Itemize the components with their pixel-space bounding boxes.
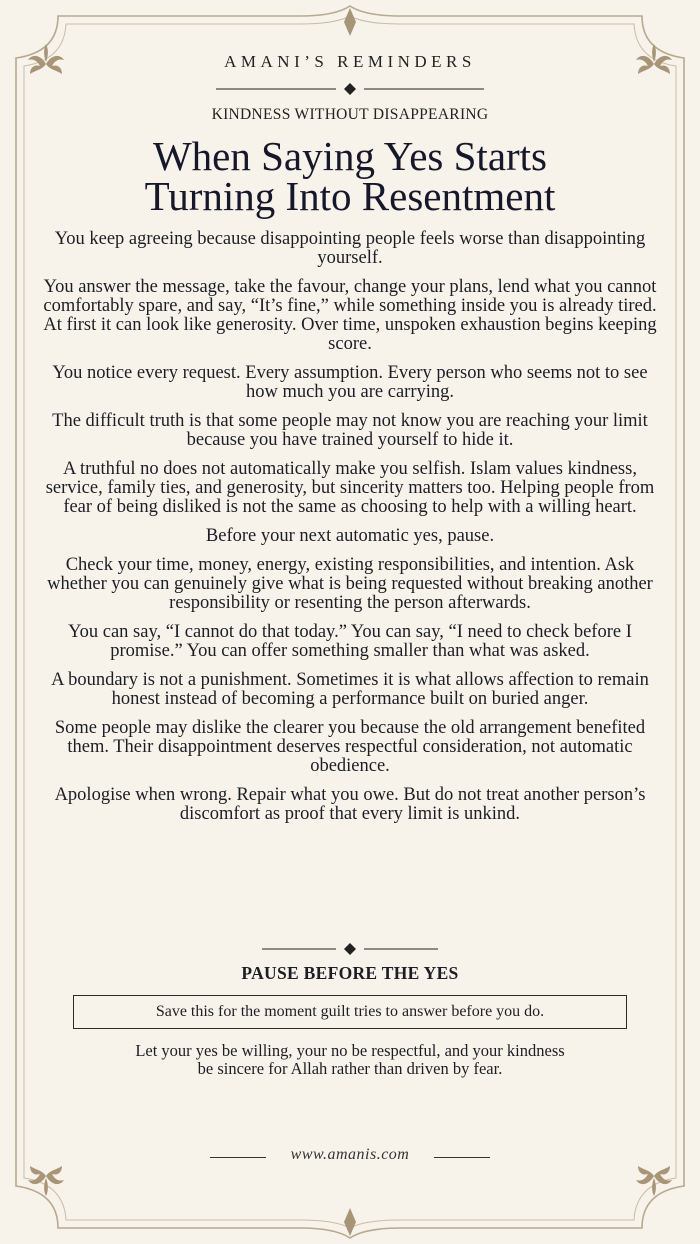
corner-ornament-bottom-right <box>636 1166 672 1196</box>
paragraph: Some people may dislike the clearer you because the old arrangement benefited them. Their disappointment deserves respectful consideration, not automatic obedience. <box>54 718 646 776</box>
closing-line-2: be sincere for Allah rather than driven by fear. <box>197 1059 503 1078</box>
bottom-diamond-ornament <box>344 1208 356 1236</box>
diamond-icon <box>344 83 356 95</box>
footer <box>46 1146 654 1170</box>
brand-divider <box>46 82 654 96</box>
paragraph: You notice every request. Every assumption. Every person who seems not to see how much you are carrying. <box>52 363 648 402</box>
save-note-box: Save this for the moment guilt tries to answer before you do. <box>73 995 627 1029</box>
paragraph: You keep agreeing because disappointing people feels worse than disappointing yourself. <box>54 229 646 268</box>
page-title <box>46 133 654 219</box>
cta-heading: PAUSE BEFORE THE YES <box>241 963 459 983</box>
top-diamond-ornament <box>344 8 356 36</box>
footer-rule-right <box>434 1157 490 1158</box>
body-text <box>36 230 664 834</box>
diamond-icon <box>344 943 356 955</box>
paragraph: The difficult truth is that some people may not know you are reaching your limit because you have trained yourself to hide it. <box>52 411 648 450</box>
paragraph: Check your time, money, energy, existing responsibilities, and intention. Ask whether you can genuinely give what is being requested without breaking another responsibility or resenting the person afterwards. <box>47 555 653 613</box>
paragraph: Before your next automatic yes, pause. <box>205 526 495 546</box>
title-line-2: Turning Into Resentment <box>144 173 556 219</box>
brand-name: AMANI’S REMINDERS <box>224 52 476 71</box>
corner-ornament-bottom-left <box>28 1166 64 1196</box>
paragraph: Apologise when wrong. Repair what you owe. But do not treat another person’s discomfort as proof that every limit is unkind. <box>54 785 646 824</box>
closing-text <box>46 1042 654 1078</box>
footer-url[interactable]: www.amanis.com <box>290 1146 410 1163</box>
paragraph: You answer the message, take the favour, change your plans, lend what you cannot comfortably spare, and say, “It’s fine,” while something inside you is already tired. At first it can look like generosity. Over time, unspoken exhaustion begins keeping score. <box>43 277 657 354</box>
paragraph: You can say, “I cannot do that today.” You can say, “I need to check before I promise.” You can offer something smaller than what was asked. <box>68 622 632 661</box>
eyebrow-label: KINDNESS WITHOUT DISAPPEARING <box>211 106 489 123</box>
paragraph: A truthful no does not automatically make you selfish. Islam values kindness, service, family ties, and generosity, but sincerity matters too. Helping people from fear of being disliked is not the same as choosing to help with a willing heart. <box>45 459 655 517</box>
closing-line-1: Let your yes be willing, your no be respectful, and your kindness <box>135 1041 565 1060</box>
paragraph: A boundary is not a punishment. Sometimes it is what allows affection to remain honest instead of becoming a performance built on buried anger. <box>51 670 649 709</box>
title-line-1: When Saying Yes Starts <box>152 133 548 179</box>
section-divider <box>46 941 654 957</box>
